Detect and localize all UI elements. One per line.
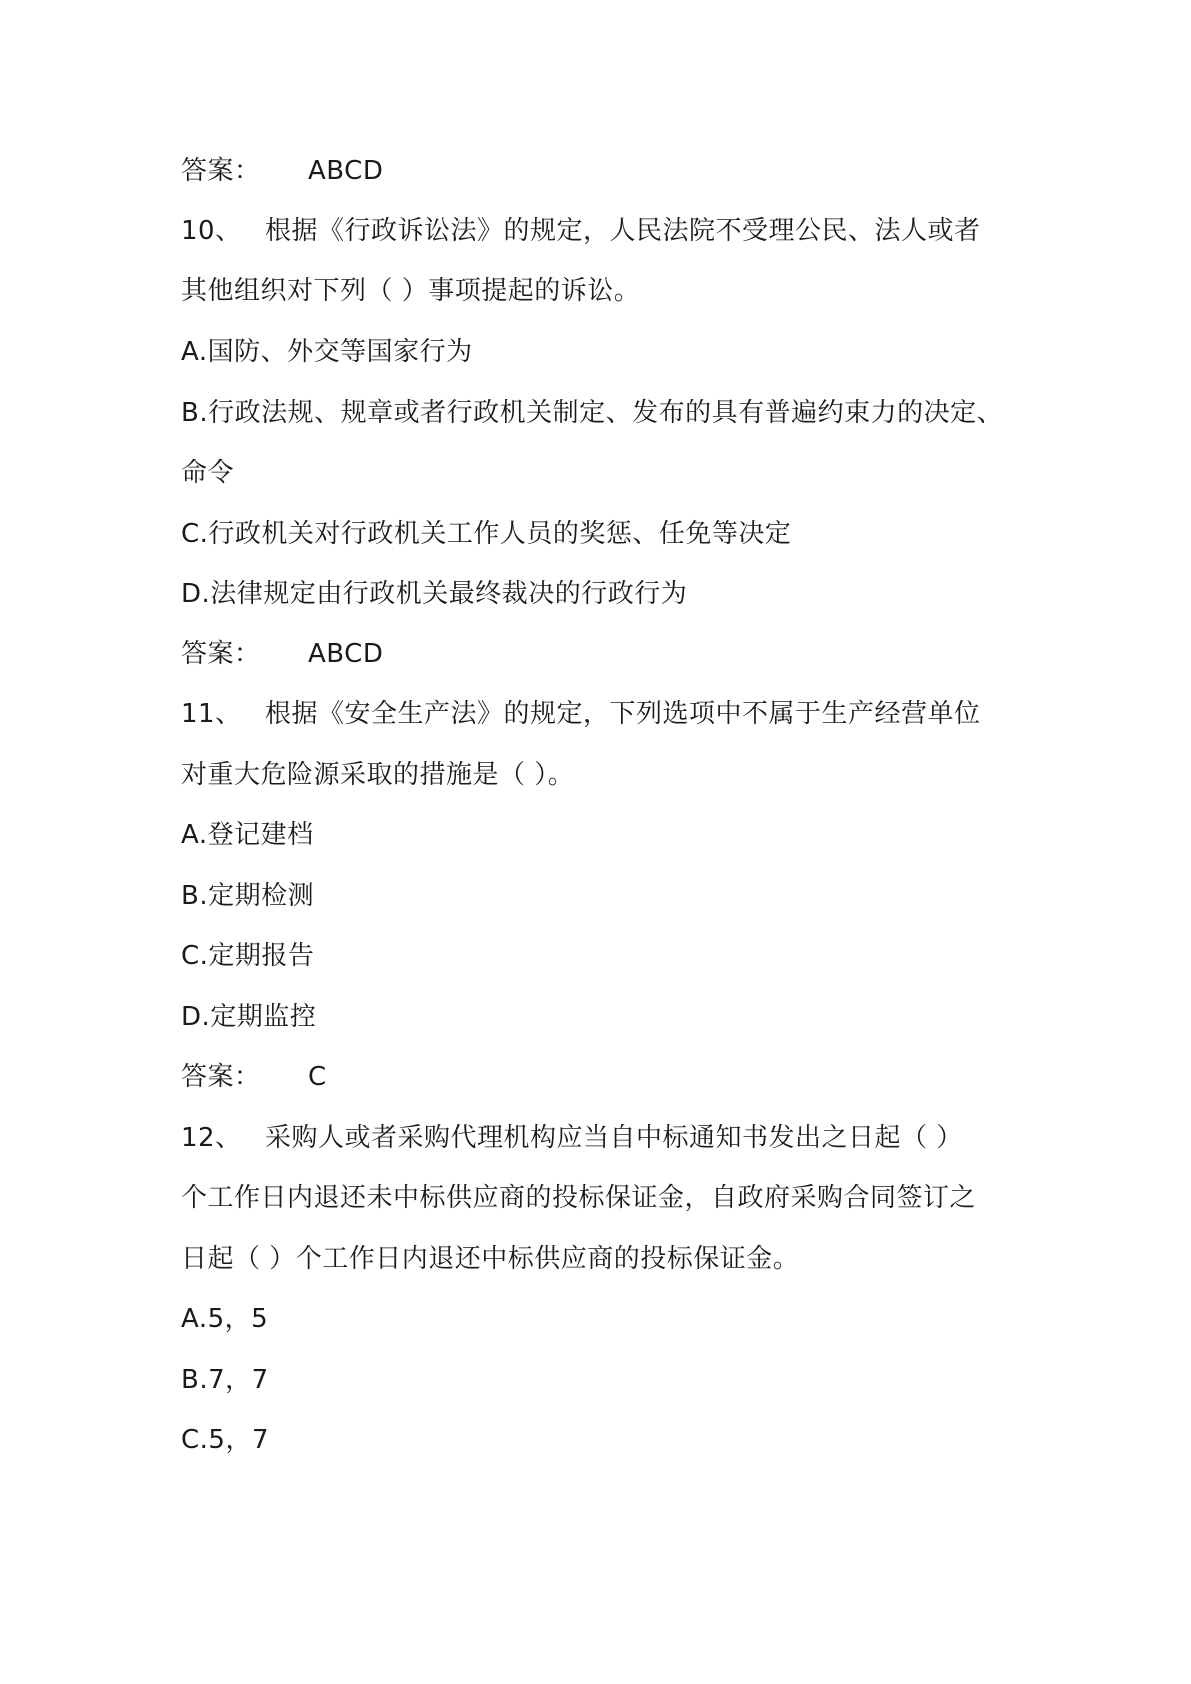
q12-stem-line3: 日起（ ）个工作日内退还中标供应商的投标保证金。 [181, 1244, 800, 1274]
q11-answer [181, 1059, 1021, 1095]
q11-option-b: B.定期检测 [181, 881, 315, 911]
q10-stem-line1 [181, 213, 1021, 249]
q10-answer [181, 636, 1021, 672]
q12-option-b: B.7，7 [181, 1365, 269, 1395]
q9-answer [181, 153, 1021, 189]
q11-stem-line1 [181, 696, 1021, 732]
q10-stem-line2: 其他组织对下列（ ）事项提起的诉讼。 [181, 276, 641, 306]
question-number: 10、 [181, 216, 242, 246]
question-number: 12、 [181, 1123, 242, 1153]
answer-label: 答案： [181, 1062, 261, 1092]
question-stem: 采购人或者采购代理机构应当自中标通知书发出之日起（ ） [265, 1123, 963, 1153]
answer-value: ABCD [308, 639, 384, 669]
q12-option-a: A.5，5 [181, 1304, 269, 1334]
q10-option-c: C.行政机关对行政机关工作人员的奖惩、任免等决定 [181, 519, 792, 549]
q12-stem-line1 [181, 1120, 1021, 1156]
q11-option-d: D.定期监控 [181, 1002, 317, 1032]
q11-stem-line2: 对重大危险源采取的措施是（ ）。 [181, 760, 575, 790]
q12-stem-line2: 个工作日内退还未中标供应商的投标保证金，自政府采购合同签订之 [181, 1183, 977, 1213]
q10-option-b-line1: B.行政法规、规章或者行政机关制定、发布的具有普遍约束力的决定、 [181, 398, 1004, 428]
q11-option-a: A.登记建档 [181, 820, 314, 850]
answer-value: ABCD [308, 156, 384, 186]
question-stem: 根据《安全生产法》的规定，下列选项中不属于生产经营单位 [265, 699, 981, 729]
answer-label: 答案： [181, 639, 261, 669]
question-stem: 根据《行政诉讼法》的规定，人民法院不受理公民、法人或者 [265, 216, 981, 246]
q10-option-b-line2: 命令 [181, 458, 235, 488]
q10-option-d: D.法律规定由行政机关最终裁决的行政行为 [181, 579, 688, 609]
question-number: 11、 [181, 699, 242, 729]
answer-value: C [308, 1062, 327, 1092]
answer-label: 答案： [181, 156, 261, 186]
q10-option-a: A.国防、外交等国家行为 [181, 337, 473, 367]
q12-option-c: C.5，7 [181, 1425, 270, 1455]
q11-option-c: C.定期报告 [181, 941, 315, 971]
